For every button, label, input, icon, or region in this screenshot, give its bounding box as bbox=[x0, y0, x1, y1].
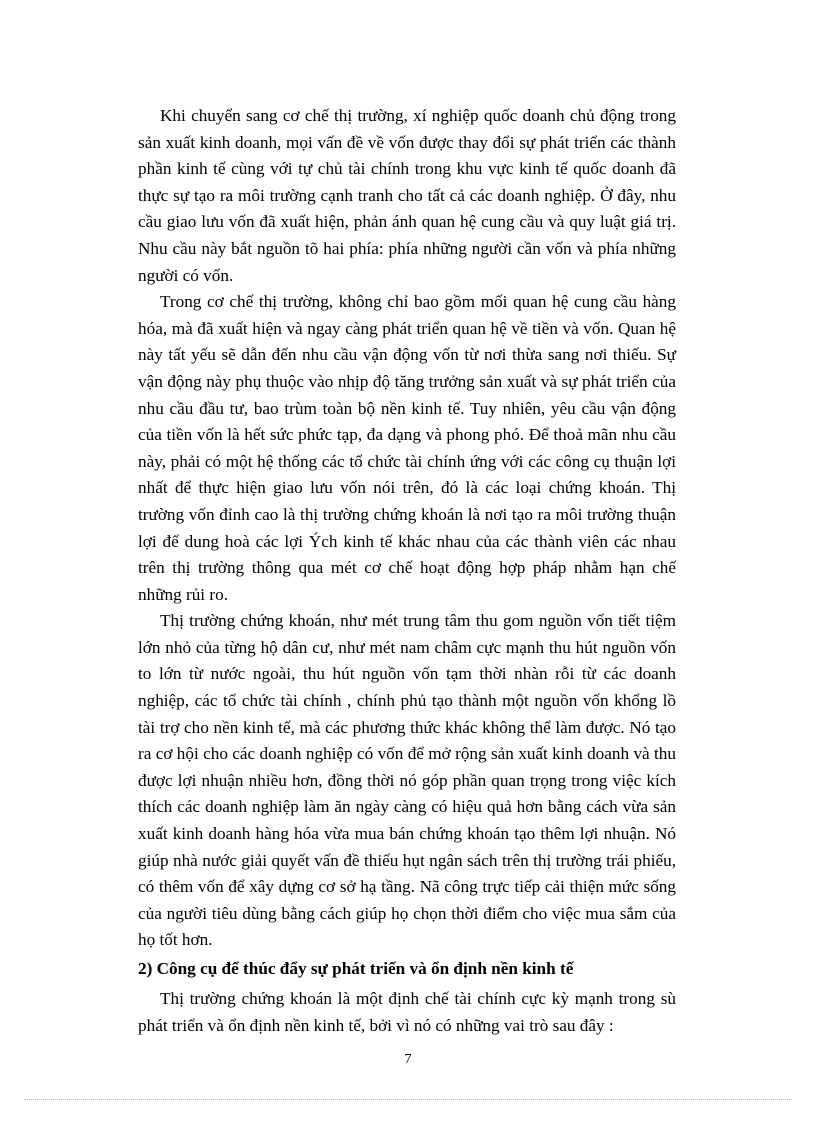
paragraph-2: Trong cơ chế thị trường, không chỉ bao gồm mối quan hệ cung cầu hàng hóa, mà đã xuất hiện và ngay càng phát triển quan hệ về tiền và vốn. Quan hệ này tất yếu sẽ dẫn đến nhu cầu vận động vốn từ nơi thừa sang nơi thiếu. Sự vận động này phụ thuộc vào nhịp độ tăng trưởng sản xuất và sự phát triển của nhu cầu đầu tư, bao trùm toàn bộ nền kinh tế. Tuy nhiên, yêu cầu vận động của tiền vốn là hết sức phức tạp, đa dạng và phong phó. Để thoả mãn nhu cầu này, phải có một hệ thống các tổ chức tài chính ứng với các công cụ thuận lợi nhất để thực hiện giao lưu vốn nói trên, đó là các loại chứng khoán. Thị trường vốn đỉnh cao là thị trường chứng khoán là nơi tạo ra môi trường thuận lợi để dung hoà các lợi Ých kinh tế khác nhau của các thành viên các nhau trên thị trường thông qua mét cơ chế hoạt động hợp pháp nhằm hạn chế những rủi ro. bbox=[138, 292, 676, 604]
page-number: 7 bbox=[404, 1052, 412, 1067]
section-heading: 2) Công cụ để thúc đẩy sự phát triển và ổn định nền kinh tế bbox=[138, 959, 574, 978]
section-paragraph: Thị trường chứng khoán là một định chế tài chính cực kỳ mạnh trong sù phát triển và ổn định nền kinh tế, bởi vì nó có những vai trò sau đây : bbox=[138, 989, 676, 1035]
page-bottom-divider bbox=[24, 1099, 792, 1100]
body-text bbox=[138, 103, 676, 954]
paragraph-1: Khi chuyển sang cơ chế thị trường, xí nghiệp quốc doanh chủ động trong sản xuất kinh doanh, mọi vấn đề về vốn được thay đổi sự phát triển các thành phần kinh tế cùng với tự chủ tài chính trong khu vực kinh tế quốc doanh đã thực sự tạo ra môi trường cạnh tranh cho tất cả các doanh nghiệp. Ở đây, nhu cầu giao lưu vốn đã xuất hiện, phản ánh quan hệ cung cầu và quy luật giá trị. Nhu cầu này bắt nguồn tõ hai phía: phía những người cần vốn và phía những người có vốn. bbox=[138, 106, 676, 285]
section-body bbox=[138, 986, 676, 1039]
paragraph-3: Thị trường chứng khoán, như mét trung tâm thu gom nguồn vốn tiết tiệm lớn nhỏ của từng hộ dân cư, như mét nam châm cực mạnh thu hút nguồn vốn to lớn từ nước ngoài, thu hút nguồn vốn tạm thời nhàn rỗi từ các doanh nghiệp, các tổ chức tài chính , chính phủ tạo thành một nguồn vốn khổng lồ tài trợ cho nền kinh tế, mà các phương thức khác không thể làm được. Nó tạo ra cơ hội cho các doanh nghiệp có vốn để mở rộng sản xuất kinh doanh và thu được lợi nhuận nhiều hơn, đồng thời nó góp phần quan trọng trong việc kích thích các doanh nghiệp làm ăn ngày càng có hiệu quả hơn bằng cách vừa sản xuất kinh doanh hàng hóa vừa mua bán chứng khoán tạo thêm lợi nhuận. Nó giúp nhà nước giải quyết vấn đề thiếu hụt ngân sách trên thị trường trái phiếu, có thêm vốn để xây dựng cơ sở hạ tầng. Nã công trực tiếp cải thiện mức sống của người tiêu dùng bằng cách giúp họ chọn thời điểm cho việc mua sắm của họ tốt hơn. bbox=[138, 611, 676, 950]
